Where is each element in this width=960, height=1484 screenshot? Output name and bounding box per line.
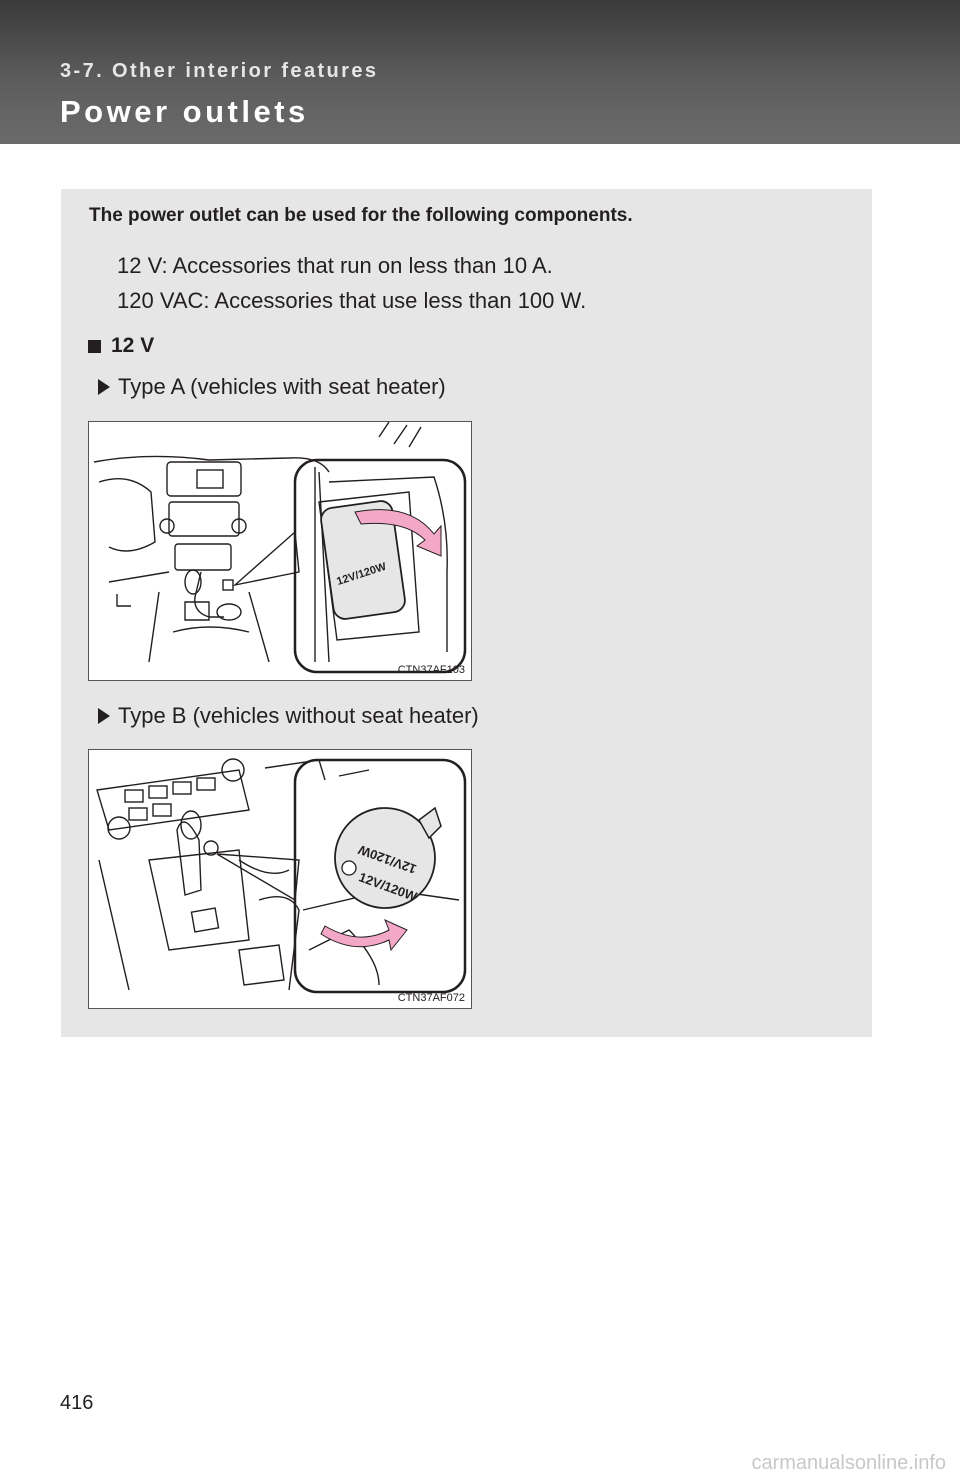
triangle-bullet-icon — [98, 379, 110, 395]
outlet-label-a: 12V/120W — [335, 560, 388, 588]
type-b-illustration — [89, 750, 472, 1009]
rotate-arrow-icon — [321, 920, 407, 950]
square-bullet-icon — [88, 340, 101, 353]
page-header — [0, 0, 960, 144]
page-number: 416 — [60, 1392, 94, 1414]
outlet-label-b-top: 12V/120W — [356, 842, 419, 877]
page-title: Power outlets — [60, 94, 309, 129]
spec-120vac: 120 VAC: Accessories that use less than 100 W. — [117, 288, 587, 313]
triangle-bullet-icon — [98, 708, 110, 724]
subheading-text: 12 V — [111, 334, 155, 357]
intro-text: The power outlet can be used for the following components. — [89, 205, 633, 226]
spec-12v: 12 V: Accessories that run on less than 10 A. — [117, 253, 553, 278]
type-b-heading — [98, 703, 479, 729]
figure-type-a — [88, 421, 472, 681]
section-label: 3-7. Other interior features — [60, 60, 379, 82]
type-a-text: Type A (vehicles with seat heater) — [118, 374, 446, 399]
outlet-label-b: 12V/120W — [356, 869, 419, 905]
type-b-text: Type B (vehicles without seat heater) — [118, 703, 479, 728]
subheading-12v — [88, 334, 154, 358]
type-a-heading — [98, 374, 446, 400]
type-a-illustration — [89, 422, 472, 681]
figure-code-b: CTN37AF072 — [397, 992, 465, 1004]
figure-code-a: CTN37AF103 — [397, 664, 465, 676]
figure-type-b — [88, 749, 472, 1009]
watermark: carmanualsonline.info — [751, 1452, 946, 1474]
